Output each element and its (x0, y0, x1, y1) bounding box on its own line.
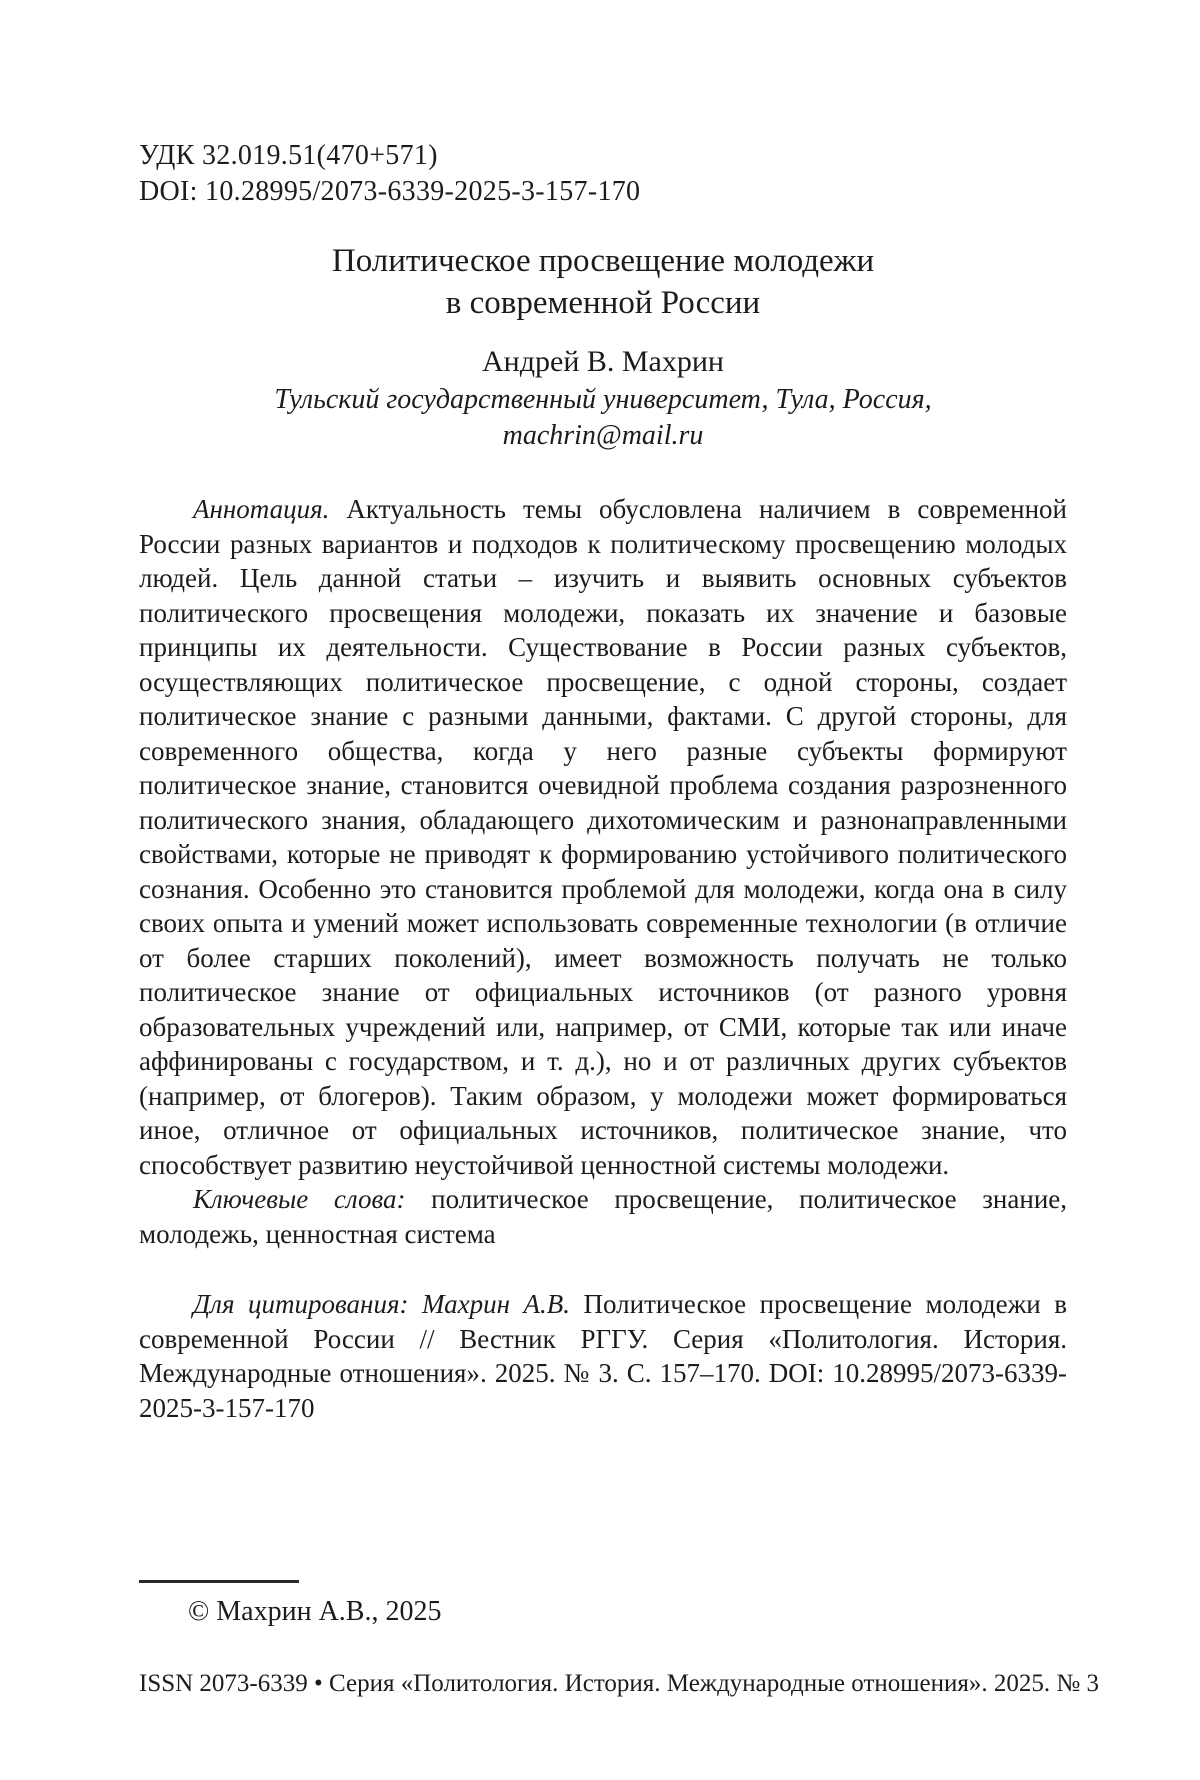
citation-author: Махрин А.В. (422, 1289, 571, 1319)
udc-line: УДК 32.019.51(470+571) (139, 140, 438, 171)
article-title (139, 240, 1067, 324)
citation-label: Для цитирования: (193, 1289, 409, 1319)
abstract-section (139, 492, 1067, 1425)
copyright-divider (139, 1580, 299, 1583)
keywords-paragraph (139, 1182, 1067, 1251)
keywords-text: политическое просвещение, политическое знание, молодежь, ценностная система (139, 1184, 1068, 1249)
author-name: Андрей В. Махрин (482, 345, 724, 378)
title-line-1: Политическое просвещение молодежи (331, 243, 875, 279)
author-email: machrin@mail.ru (502, 420, 704, 451)
article-meta (139, 138, 1067, 210)
footer-issn-line: ISSN 2073-6339 • Серия «Политология. История. Международные отношения». 2025. № 3 (139, 1670, 1099, 1697)
abstract-text: Актуальность темы обусловлена наличием в современной России разных вариантов и подходов к политическому просвещению молодых людей. Цель данной статьи – изучить и выявить основных субъектов политического просвещения молодежи, показать их значение и базовые принципы их деятельности. Существование в России разных субъектов, осуществляющих политическое просвещение, с одной стороны, создает политическое знание с разными данными, фактами. С другой стороны, для современного общества, когда у него разные субъекты формируют политическое знание, становится очевидной проблема создания разрозненного политического знания, обладающего дихотомическим и разнонаправленными свойствами, которые не приводят к формированию устойчивого политического сознания. Особенно это становится проблемой для молодежи, когда она в силу своих опыта и умений может использовать современные технологии (в отличие от более старших поколений), имеет возможность получать не только политическое знание от официальных источников (от разного уровня образовательных учреждений или, например, от СМИ, которые так или иначе аффинированы с государством, и т. д.), но и от различных других субъектов (например, от блогеров). Таким образом, у молодежи может формироваться иное, отличное от официальных источников, политическое знание, что способствует развитию неустойчивой ценностной системы молодежи. (139, 494, 1068, 1180)
copyright-line: © Махрин А.В., 2025 (188, 1596, 442, 1627)
keywords-label: Ключевые слова: (193, 1184, 406, 1214)
abstract-paragraph (139, 492, 1067, 1182)
citation-paragraph (139, 1287, 1067, 1425)
doi-line: DOI: 10.28995/2073-6339-2025-3-157-170 (139, 176, 641, 207)
author-block (139, 342, 1067, 454)
citation-text: Политическое просвещение молодежи в современной России // Вестник РГГУ. Серия «Политология. История. Международные отношения». 2025. № 3. С. 157–170. DOI: 10.28995/2073-6339-2025-3-157-170 (139, 1289, 1068, 1423)
author-affiliation: Тульский государственный университет, Тула, Россия, (274, 384, 932, 415)
title-line-2: в современной России (445, 285, 761, 321)
abstract-label: Аннотация. (193, 494, 330, 524)
